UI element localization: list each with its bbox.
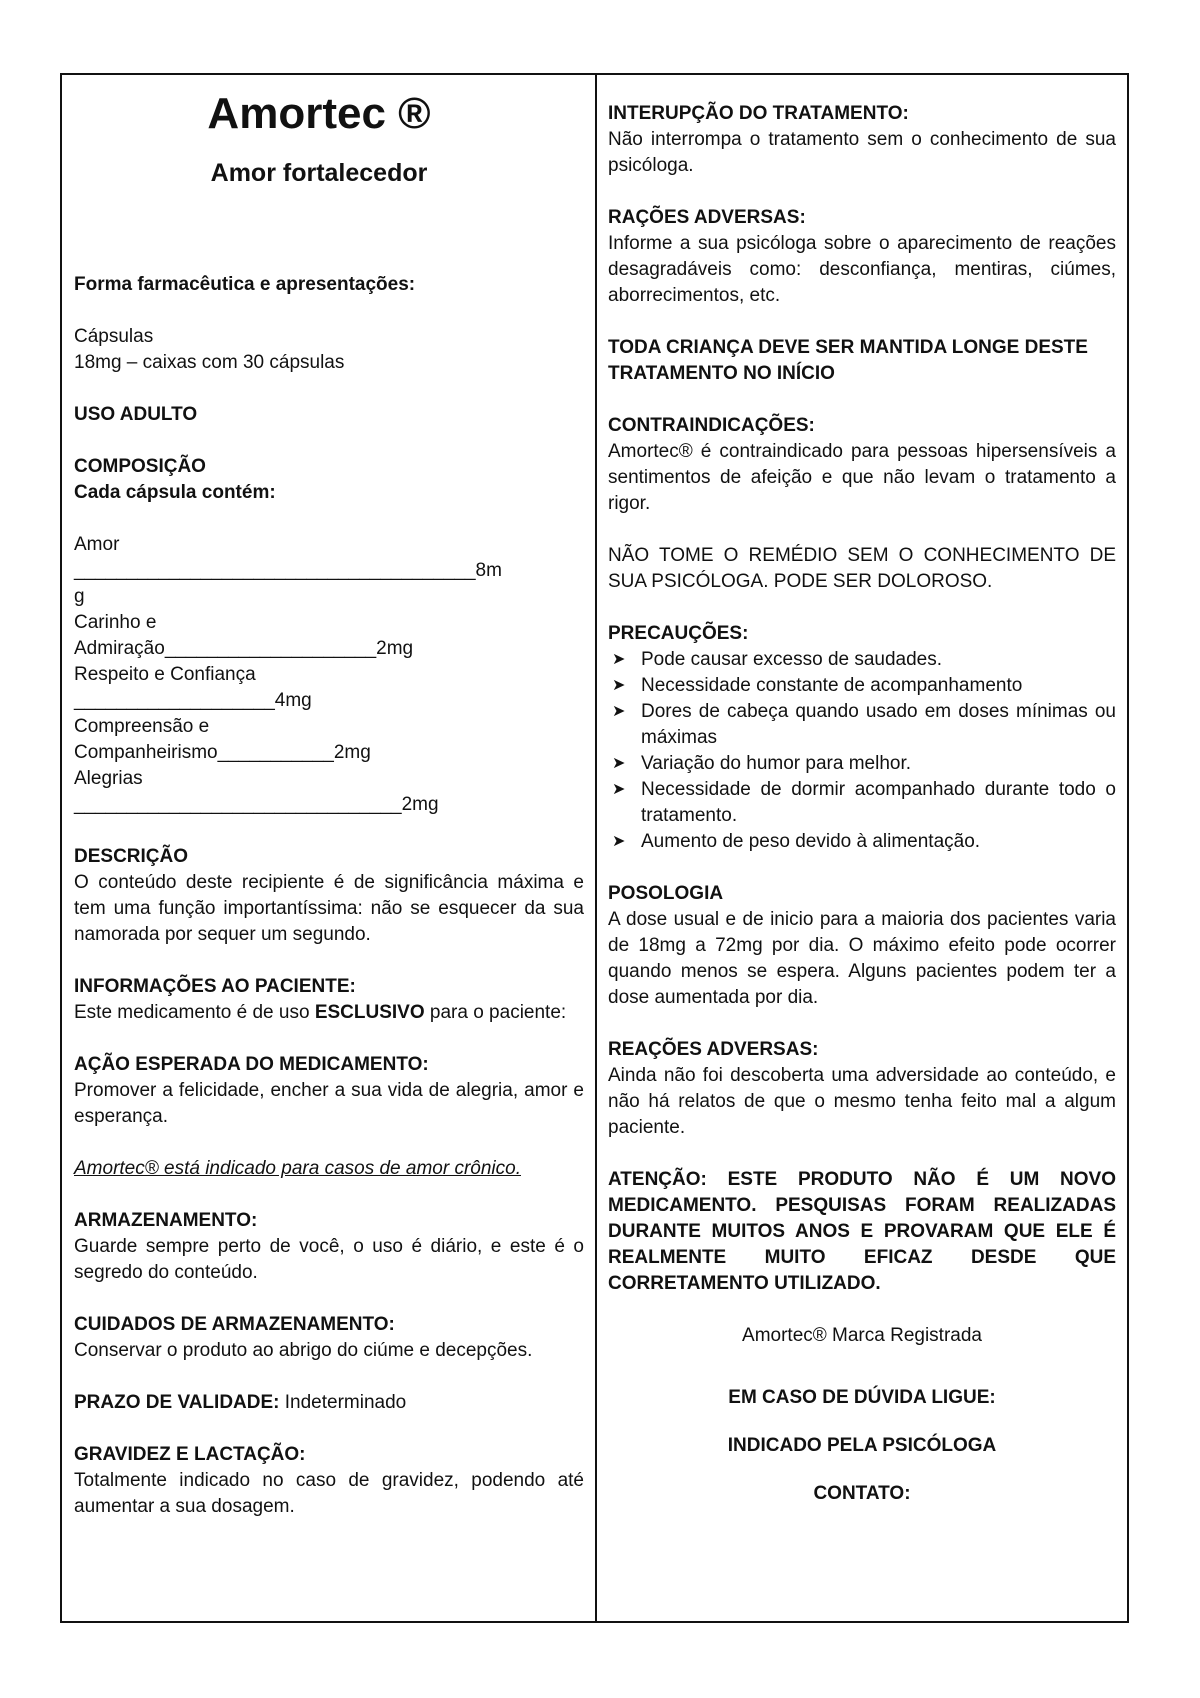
prazo-value: Indeterminado bbox=[279, 1392, 407, 1413]
duvida-line: EM CASO DE DÚVIDA LIGUE: bbox=[728, 1387, 996, 1408]
acao-text: Promover a felicidade, encher a sua vida de alegria, amor e esperança. bbox=[74, 1080, 584, 1127]
precaucoes-list bbox=[608, 647, 1116, 855]
arrowhead-bullet-icon: ➤ bbox=[612, 703, 626, 720]
reacoes-heading: REAÇÕES ADVERSAS: bbox=[608, 1039, 819, 1060]
list-item bbox=[608, 777, 1116, 829]
ingredient-line: g bbox=[74, 586, 85, 607]
precaucao-text: Aumento de peso devido à alimentação. bbox=[641, 831, 981, 852]
forma-heading: Forma farmacêutica e apresentações: bbox=[74, 274, 416, 295]
ingredient-line: Alegrias bbox=[74, 768, 143, 789]
acao-heading: AÇÃO ESPERADA DO MEDICAMENTO: bbox=[74, 1054, 429, 1075]
precaucao-text: Pode causar excesso de saudades. bbox=[641, 649, 943, 670]
ingredient-line: Admiração____________________2mg bbox=[74, 638, 414, 659]
precaucao-text: Dores de cabeça quando usado em doses mínimas ou máximas bbox=[641, 701, 1116, 748]
atencao-warning: ATENÇÃO: ESTE PRODUTO NÃO É UM NOVO MEDICAMENTO. PESQUISAS FORAM REALIZADAS DURANTE MUITOS ANOS E PROVARAM QUE ELE É REALMENTE MUITO EFICAZ DESDE QUE CORRETAMENTO UTILIZADO. bbox=[608, 1169, 1116, 1294]
cuidados-text: Conservar o produto ao abrigo do ciúme e decepções. bbox=[74, 1340, 533, 1361]
list-item bbox=[608, 647, 1116, 673]
ingredient-line: Compreensão e bbox=[74, 716, 210, 737]
ingredient-line: ______________________________________8m bbox=[74, 560, 502, 581]
forma-line: Cápsulas bbox=[74, 326, 154, 347]
arrowhead-bullet-icon: ➤ bbox=[612, 651, 626, 668]
posologia-heading: POSOLOGIA bbox=[608, 883, 724, 904]
uso-label: USO ADULTO bbox=[74, 404, 198, 425]
posologia-text: A dose usual e de inicio para a maioria dos pacientes varia de 18mg a 72mg por dia. O máximo efeito pode ocorrer quando menos se espera. Alguns pacientes podem ter a dose aumentada por dia. bbox=[608, 909, 1116, 1008]
indicado-psicologa: INDICADO PELA PSICÓLOGA bbox=[727, 1435, 997, 1456]
nao-tome-warning: NÃO TOME O REMÉDIO SEM O CONHECIMENTO DE SUA PSICÓLOGA. PODE SER DOLOROSO. bbox=[608, 545, 1116, 592]
leaflet-frame bbox=[60, 73, 1129, 1623]
ingredient-line: Respeito e Confiança bbox=[74, 664, 256, 685]
arrowhead-bullet-icon: ➤ bbox=[612, 833, 626, 850]
indicado-text: Amortec® está indicado para casos de amor crônico. bbox=[74, 1158, 521, 1179]
product-subtitle: Amor fortalecedor bbox=[210, 159, 428, 187]
composicao-heading: COMPOSIÇÃO bbox=[74, 456, 206, 477]
precaucao-text: Necessidade constante de acompanhamento bbox=[641, 675, 1023, 696]
interrupcao-heading: INTERUPÇÃO DO TRATAMENTO: bbox=[608, 103, 909, 124]
descricao-heading: DESCRIÇÃO bbox=[74, 846, 189, 867]
racoes-heading: RAÇÕES ADVERSAS: bbox=[608, 207, 806, 228]
info-text-bold: ESCLUSIVO bbox=[314, 1002, 425, 1023]
armazenamento-text: Guarde sempre perto de você, o uso é diário, e este é o segredo do conteúdo. bbox=[74, 1236, 584, 1283]
armazenamento-heading: ARMAZENAMENTO: bbox=[74, 1210, 258, 1231]
reacoes-text: Ainda não foi descoberta uma adversidade ao conteúdo, e não há relatos de que o mesmo tenha feito mal a algum paciente. bbox=[608, 1065, 1116, 1138]
list-item bbox=[608, 751, 1116, 777]
right-column bbox=[597, 75, 1127, 1621]
cuidados-heading: CUIDADOS DE ARMAZENAMENTO: bbox=[74, 1314, 395, 1335]
list-item bbox=[608, 673, 1116, 699]
prazo-line bbox=[74, 1390, 584, 1416]
product-title: Amortec ® bbox=[207, 89, 431, 138]
forma-line: 18mg – caixas com 30 cápsulas bbox=[74, 352, 345, 373]
info-heading: INFORMAÇÕES AO PACIENTE: bbox=[74, 976, 356, 997]
ingredient-line: _______________________________2mg bbox=[74, 794, 439, 815]
contato-label: CONTATO: bbox=[813, 1483, 911, 1504]
arrowhead-bullet-icon: ➤ bbox=[612, 781, 626, 798]
prazo-label: PRAZO DE VALIDADE: bbox=[74, 1392, 280, 1413]
marca-registrada: Amortec® Marca Registrada bbox=[742, 1325, 982, 1346]
list-item bbox=[608, 829, 1116, 855]
ingredient-line: Amor bbox=[74, 534, 120, 555]
ingredient-line: Carinho e bbox=[74, 612, 157, 633]
info-text bbox=[74, 1000, 584, 1026]
precaucao-text: Variação do humor para melhor. bbox=[641, 753, 912, 774]
descricao-text: O conteúdo deste recipiente é de significância máxima e tem uma função importantíssima: não se esquecer da sua namorada por sequer um segundo. bbox=[74, 872, 584, 945]
info-text-pre: Este medicamento é de uso bbox=[74, 1002, 315, 1023]
arrowhead-bullet-icon: ➤ bbox=[612, 755, 626, 772]
racoes-text: Informe a sua psicóloga sobre o aparecimento de reações desagradáveis como: desconfiança, mentiras, ciúmes, aborrecimentos, etc. bbox=[608, 233, 1116, 306]
arrowhead-bullet-icon: ➤ bbox=[612, 677, 626, 694]
composicao-subheading: Cada cápsula contém: bbox=[74, 482, 276, 503]
crianca-warning: TODA CRIANÇA DEVE SER MANTIDA LONGE DESTE TRATAMENTO NO INÍCIO bbox=[608, 337, 1088, 384]
contraindicacoes-text: Amortec® é contraindicado para pessoas hipersensíveis a sentimentos de afeição e que não levam o tratamento a rigor. bbox=[608, 441, 1116, 514]
precaucoes-heading: PRECAUÇÕES: bbox=[608, 623, 749, 644]
border-gap bbox=[182, 75, 472, 77]
list-item bbox=[608, 699, 1116, 751]
info-text-post: para o paciente: bbox=[424, 1002, 567, 1023]
gravidez-heading: GRAVIDEZ E LACTAÇÃO: bbox=[74, 1444, 306, 1465]
gravidez-text: Totalmente indicado no caso de gravidez, podendo até aumentar a sua dosagem. bbox=[74, 1470, 584, 1517]
ingredient-line: ___________________4mg bbox=[74, 690, 312, 711]
ingredients-list bbox=[74, 532, 584, 818]
ingredient-line: Companheirismo___________2mg bbox=[74, 742, 371, 763]
precaucao-text: Necessidade de dormir acompanhado durante todo o tratamento. bbox=[641, 779, 1116, 826]
interrupcao-text: Não interrompa o tratamento sem o conhecimento de sua psicóloga. bbox=[608, 129, 1116, 176]
left-column bbox=[62, 75, 597, 1621]
contraindicacoes-heading: CONTRAINDICAÇÕES: bbox=[608, 415, 815, 436]
